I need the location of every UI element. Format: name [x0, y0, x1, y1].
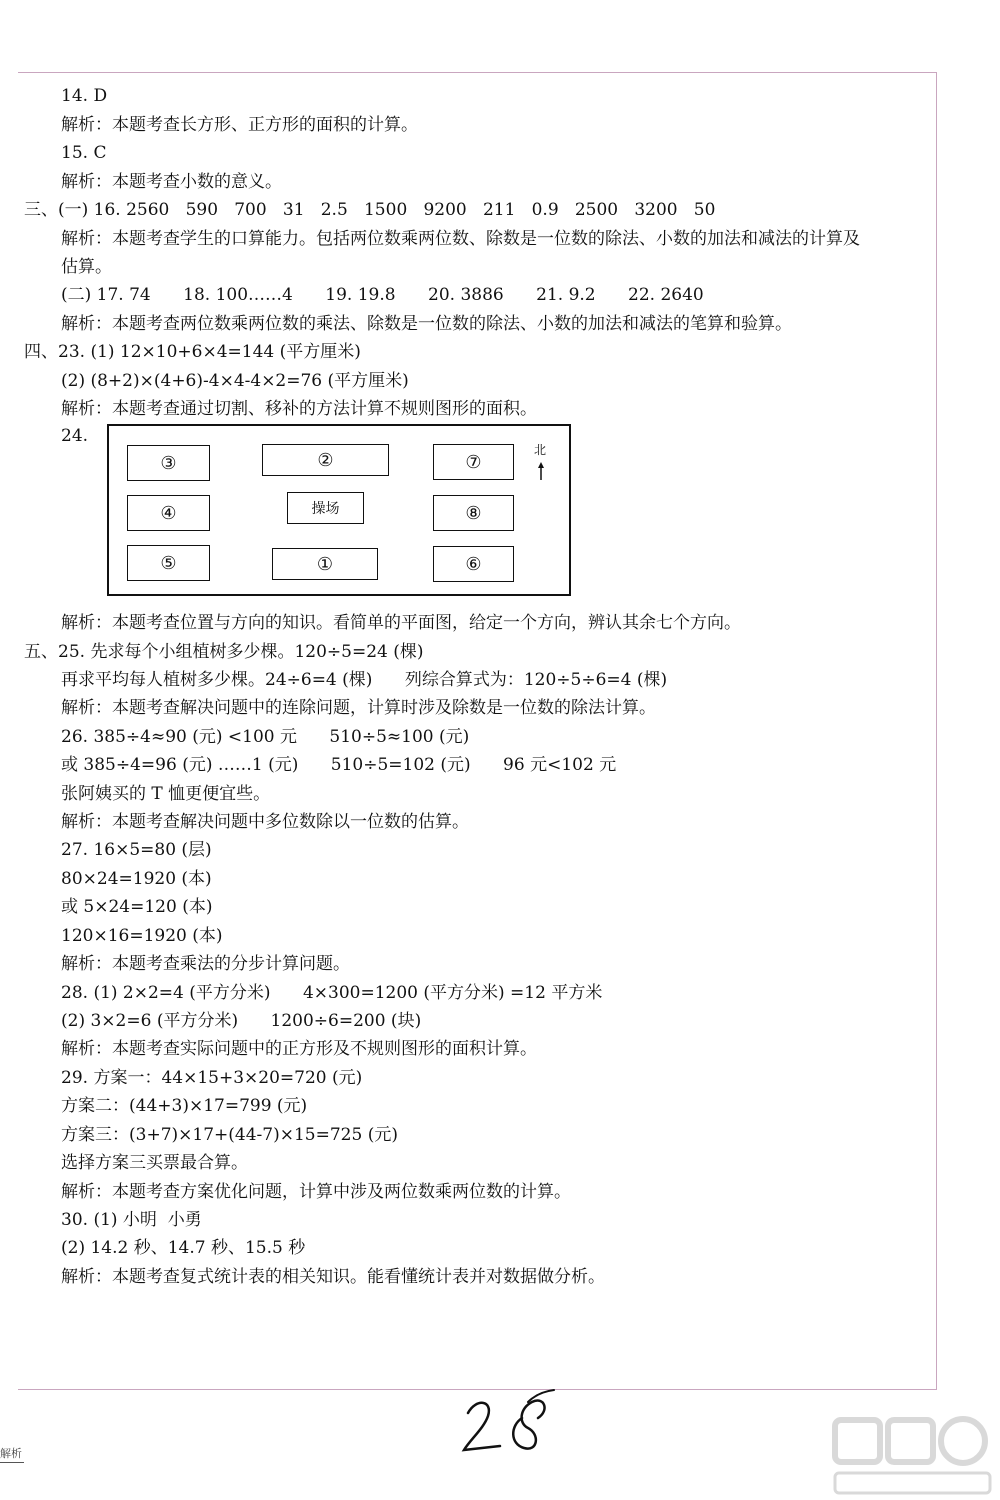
text-line: 方案二：(44+3)×17=799 (元) [61, 1096, 308, 1116]
north-arrow-icon [538, 462, 544, 480]
north-label: 北 [533, 443, 546, 457]
text-line: 120×16=1920 (本) [61, 926, 223, 946]
sidebar-label: 解析 [0, 1447, 22, 1460]
handwritten-page-number [458, 1388, 568, 1468]
text-line: 选择方案三买票最合算。 [61, 1153, 248, 1173]
text-line: 解析：本题考查解决问题中的连除问题，计算时涉及除数是一位数的除法计算。 [61, 698, 656, 718]
map-box: ③ [127, 445, 210, 481]
map-box: ⑤ [127, 545, 210, 581]
sidebar-divider [0, 1462, 24, 1463]
text-line: 解析：本题考查方案优化问题，计算中涉及两位数乘两位数的计算。 [61, 1182, 571, 1202]
text-line: (2) (8+2)×(4+6)-4×4-4×2=76 (平方厘米) [61, 371, 409, 391]
text-line: 15. C [61, 143, 107, 163]
text-line: 28. (1) 2×2=4 (平方分米) 4×300=1200 (平方分米) =12 平方米 [61, 983, 603, 1003]
map-box: ⑥ [433, 546, 514, 582]
text-line: 29. 方案一：44×15+3×20=720 (元) [61, 1068, 363, 1088]
text-line: 或 5×24=120 (本) [61, 897, 213, 917]
text-line: 方案三：(3+7)×17+(44-7)×15=725 (元) [61, 1125, 398, 1145]
text-line: 解析：本题考查位置与方向的知识。看简单的平面图，给定一个方向，辨认其余七个方向。 [61, 613, 741, 633]
text-line: 30. (1) 小明 小勇 [61, 1210, 202, 1230]
text-line: 解析：本题考查乘法的分步计算问题。 [61, 954, 350, 974]
text-line: 四、23. (1) 12×10+6×4=144 (平方厘米) [24, 342, 361, 362]
text-line: 再求平均每人植树多少棵。24÷6=4 (棵) 列综合算式为：120÷5÷6=4 (棵) [61, 670, 668, 690]
text-line: 估算。 [61, 257, 112, 277]
text-line: 解析：本题考查长方形、正方形的面积的计算。 [61, 115, 418, 135]
text-line: 解析：本题考查学生的口算能力。包括两位数乘两位数、除数是一位数的除法、小数的加法和减法的计算及 [61, 229, 860, 249]
text-line: 14. D [61, 86, 108, 106]
playground-box: 操场 [287, 492, 364, 524]
watermark-logo [830, 1415, 995, 1500]
text-line: 解析：本题考查小数的意义。 [61, 172, 282, 192]
text-line: 三、(一) 16. 2560 590 700 31 2.5 1500 9200 211 0.9 2500 3200 50 [24, 200, 716, 220]
text-line: 27. 16×5=80 (层) [61, 840, 212, 860]
text-line: 24. [61, 426, 89, 446]
text-line: 26. 385÷4≈90 (元) <100 元 510÷5≈100 (元) [61, 727, 470, 747]
text-line: (2) 3×2=6 (平方分米) 1200÷6=200 (块) [61, 1011, 422, 1031]
text-line: 解析：本题考查两位数乘两位数的乘法、除数是一位数的除法、小数的加法和减法的笔算和验算。 [61, 314, 792, 334]
text-line: 解析：本题考查通过切割、移补的方法计算不规则图形的面积。 [61, 399, 537, 419]
text-line: 解析：本题考查解决问题中多位数除以一位数的估算。 [61, 812, 469, 832]
text-line: 张阿姨买的 T 恤更便宜些。 [61, 784, 271, 804]
text-line: 或 385÷4=96 (元) ……1 (元) 510÷5=102 (元) 96 元<102 元 [61, 755, 617, 775]
text-line: 五、25. 先求每个小组植树多少棵。120÷5=24 (棵) [24, 642, 424, 662]
text-line: (2) 14.2 秒、14.7 秒、15.5 秒 [61, 1238, 306, 1258]
text-line: 80×24=1920 (本) [61, 869, 212, 889]
text-line: 解析：本题考查复式统计表的相关知识。能看懂统计表并对数据做分析。 [61, 1267, 605, 1287]
text-line: 解析：本题考查实际问题中的正方形及不规则图形的面积计算。 [61, 1039, 537, 1059]
map-box: ⑧ [433, 495, 514, 531]
text-line: (二) 17. 74 18. 100……4 19. 19.8 20. 3886 21. 9.2 22. 2640 [61, 285, 704, 305]
map-box: ② [262, 444, 389, 476]
map-box: ④ [127, 495, 210, 531]
map-box: ⑦ [433, 444, 514, 480]
map-box: ① [272, 548, 378, 580]
